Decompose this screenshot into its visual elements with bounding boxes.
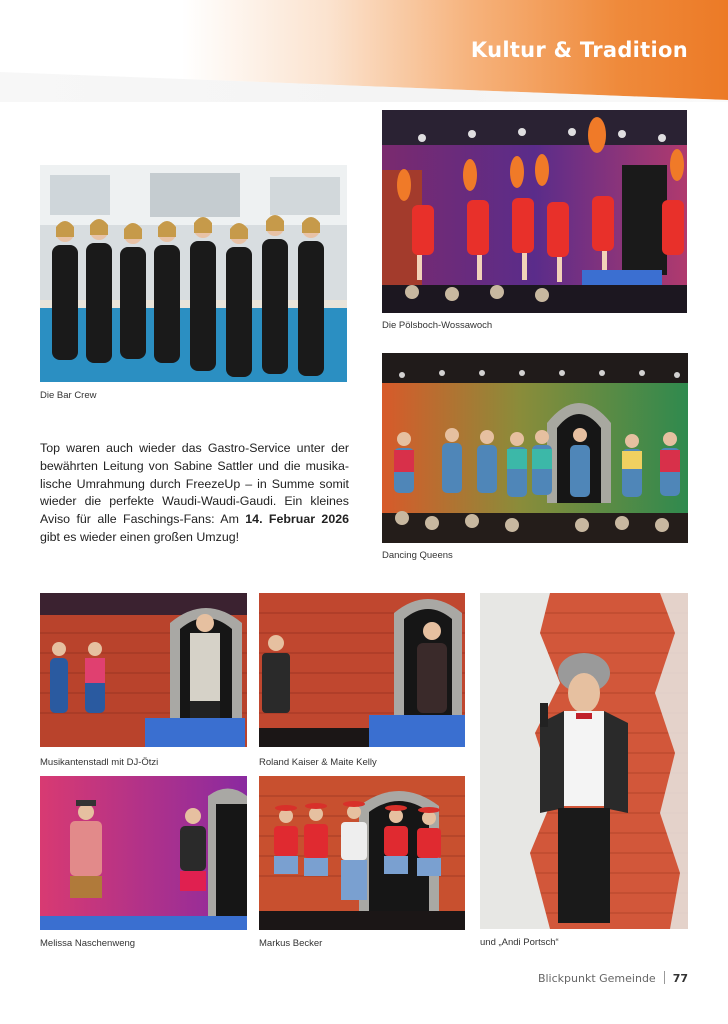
caption-poelsboch-wossawoch: Die Pölsboch-Wossawoch bbox=[382, 320, 493, 331]
caption-dancing-queens: Dancing Queens bbox=[382, 550, 453, 561]
caption-bar-crew: Die Bar Crew bbox=[40, 390, 97, 401]
caption-melissa-naschenweng: Melissa Naschenweng bbox=[40, 938, 136, 949]
photo-melissa-naschenweng bbox=[40, 776, 247, 930]
article-paragraph bbox=[40, 440, 349, 547]
caption-markus-becker: Markus Becker bbox=[259, 938, 323, 949]
section-title: Kultur & Tradition bbox=[470, 38, 688, 62]
photo-poelsboch-wossawoch bbox=[382, 110, 687, 313]
caption-andi-portsch: und „Andi Portsch“ bbox=[480, 937, 559, 948]
photo-roland-kaiser-maite-kelly bbox=[259, 593, 465, 747]
page-number: 77 bbox=[672, 972, 688, 985]
photo-andi-portsch bbox=[480, 593, 688, 929]
publication-name: Blickpunkt Gemeinde bbox=[537, 972, 656, 985]
footer-separator bbox=[664, 971, 665, 984]
article-text-after: gibt es wieder einen großen Umzug! bbox=[40, 529, 240, 544]
photo-markus-becker bbox=[259, 776, 465, 930]
article-text-before: Top waren auch wieder das Gastro-Service unter der bewährten Leitung von Sabine Sattler und die musikalische Umrahmung durch FreezeUp – in Summe somit wieder die perfekte Waudi-Waudi-Gaudi. Ein kleines Aviso für alle Faschings-Fans: Am bbox=[40, 441, 349, 527]
photo-dancing-queens bbox=[382, 353, 688, 543]
article-highlight-date: 14. Februar 2026 bbox=[245, 512, 349, 527]
photo-bar-crew bbox=[40, 165, 347, 382]
photo-musikantenstadl bbox=[40, 593, 247, 747]
caption-musikantenstadl: Musikantenstadl mit DJ-Ötzi bbox=[40, 757, 159, 768]
caption-roland-kaiser-maite-kelly: Roland Kaiser & Maite Kelly bbox=[259, 757, 377, 768]
page-footer bbox=[538, 971, 688, 985]
